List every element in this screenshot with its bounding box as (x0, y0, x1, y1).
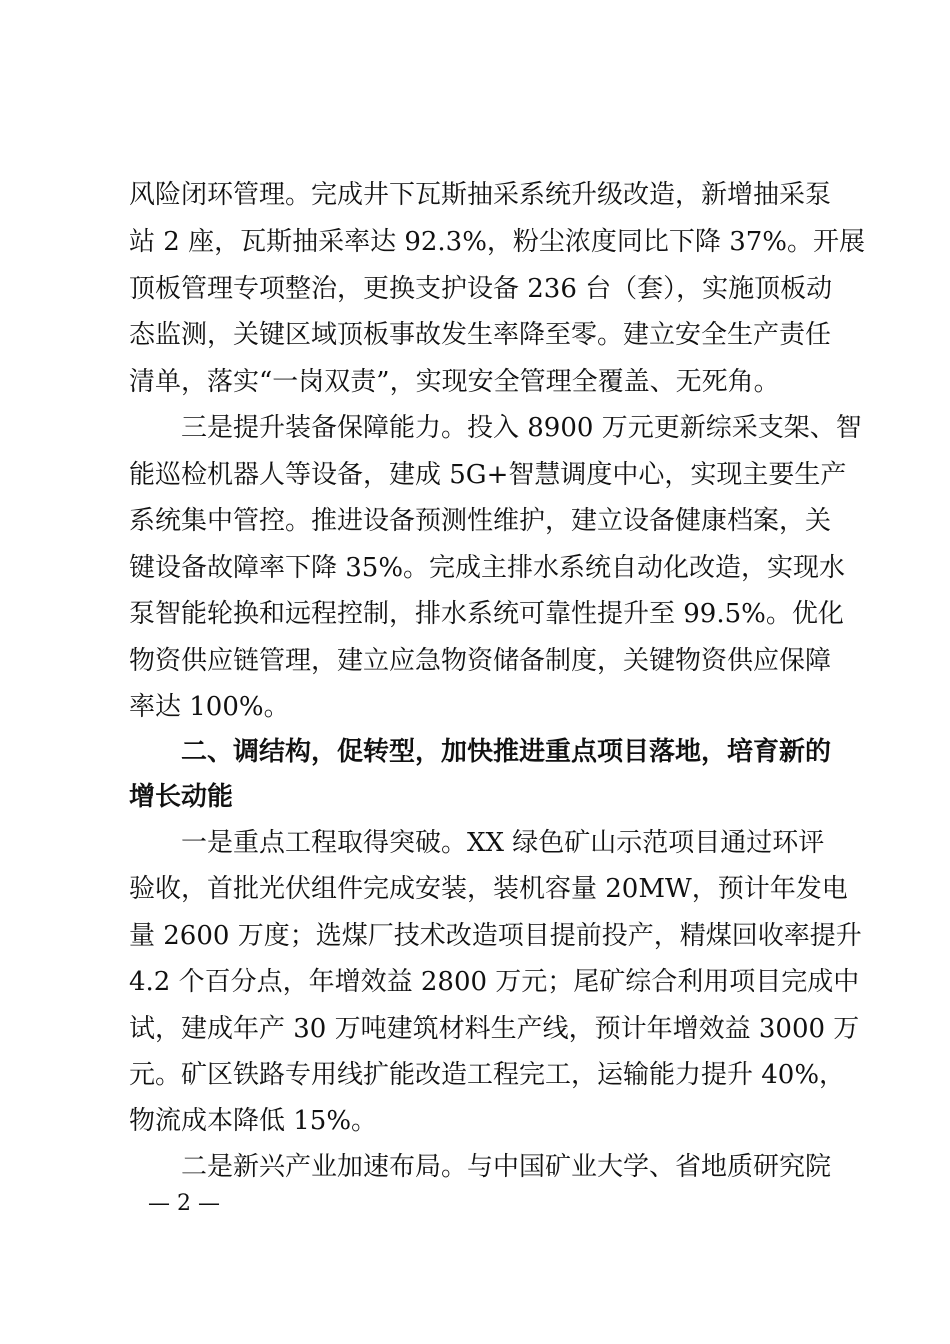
body-line: 试，建成年产 30 万吨建筑材料生产线，预计年增效益 3000 万 (129, 1014, 860, 1044)
body-line-paragraph-start: 一是重点工程取得突破。XX 绿色矿山示范项目通过环评 (181, 828, 825, 858)
body-line: 风险闭环管理。完成井下瓦斯抽采系统升级改造，新增抽采泵 (129, 180, 832, 210)
body-line: 量 2600 万度；选煤厂技术改造项目提前投产，精煤回收率提升 (129, 921, 862, 951)
body-line-paragraph-start: 三是提升装备保障能力。投入 8900 万元更新综采支架、智 (181, 413, 862, 443)
body-line: 4.2 个百分点，年增效益 2800 万元；尾矿综合利用项目完成中 (129, 967, 860, 997)
section-heading: 二、调结构，促转型，加快推进重点项目落地，培育新的 (181, 737, 832, 767)
body-line: 站 2 座，瓦斯抽采率达 92.3%，粉尘浓度同比下降 37%。开展 (129, 227, 865, 257)
body-line: 能巡检机器人等设备，建成 5G+智慧调度中心，实现主要生产 (129, 460, 847, 490)
body-line: 物资供应链管理，建立应急物资储备制度，关键物资供应保障 (129, 646, 832, 676)
section-heading-continued: 增长动能 (129, 782, 234, 812)
body-line: 键设备故障率下降 35%。完成主排水系统自动化改造，实现水 (129, 553, 846, 583)
body-line: 验收，首批光伏组件完成安装，装机容量 20MW，预计年发电 (129, 874, 848, 904)
body-line-paragraph-end: 率达 100%。 (129, 692, 290, 722)
body-line-paragraph-end: 物流成本降低 15%。 (129, 1106, 378, 1136)
body-line: 系统集中管控。推进设备预测性维护，建立设备健康档案，关 (129, 506, 832, 536)
body-line: 泵智能轮换和远程控制，排水系统可靠性提升至 99.5%。优化 (129, 599, 844, 629)
body-line: 顶板管理专项整治，更换支护设备 236 台（套），实施顶板动 (129, 274, 833, 304)
body-line-paragraph-end: 清单，落实“一岗双责”，实现安全管理全覆盖、无死角。 (129, 367, 780, 397)
body-line: 元。矿区铁路专用线扩能改造工程完工，运输能力提升 40%， (129, 1060, 846, 1090)
body-line: 态监测，关键区域顶板事故发生率降至零。建立安全生产责任 (129, 320, 832, 350)
body-line-paragraph-start: 二是新兴产业加速布局。与中国矿业大学、省地质研究院 (181, 1152, 832, 1182)
page-number: — 2 — (148, 1191, 220, 1216)
